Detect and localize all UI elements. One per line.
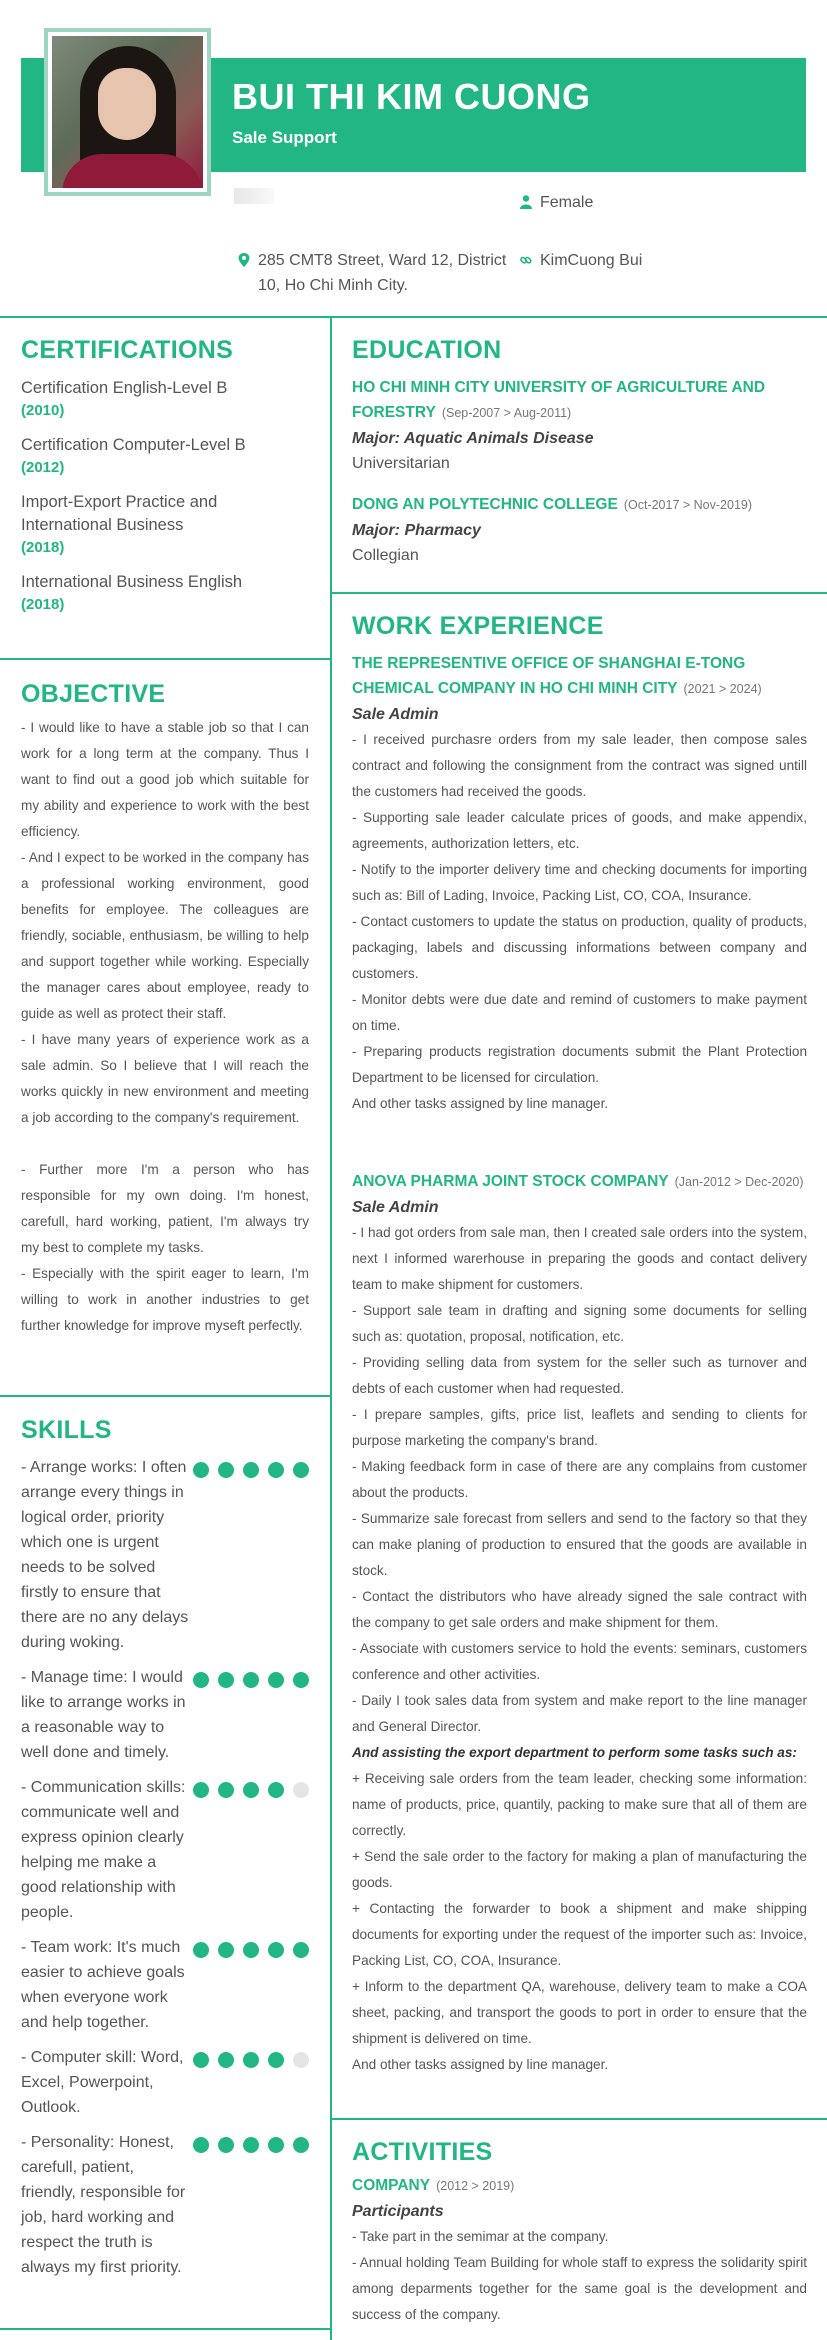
education-date: (Oct-2017 > Nov-2019) — [623, 498, 753, 512]
cert-item: Certification Computer-Level B (2012) — [21, 436, 246, 476]
duty-line: + Send the sale order to the factory for making a plan of manufacturing the goods. — [352, 1849, 807, 1890]
work-section — [352, 612, 807, 2078]
objective-section — [21, 680, 309, 1339]
rating-dot-filled — [193, 2137, 209, 2153]
rating-dot-filled — [243, 2052, 259, 2068]
rating-dot-filled — [268, 2052, 284, 2068]
divider — [0, 2328, 330, 2330]
duty-line: + Receiving sale orders from the team leader, checking some information: name of products, price, quantily, packing to make sure that all of them are correctly. — [352, 1771, 807, 1838]
job-item — [352, 651, 807, 1117]
section-title: EDUCATION — [352, 336, 502, 364]
rating-dot-filled — [243, 1672, 259, 1688]
skill-text: - Arrange works: I often arrange every things in logical order, priority which one is urgent needs to be solved firstly to ensure that there are no any delays during woking. — [21, 1459, 189, 1651]
rating-dot-filled — [293, 1672, 309, 1688]
skill-item — [21, 1935, 309, 2035]
rating-dot-filled — [243, 1782, 259, 1798]
duty-line: - Contact customers to update the status on production, quality of products, packaging, labels and discussing informations between company and customers. — [352, 914, 807, 981]
profile-photo — [44, 28, 211, 196]
skill-text: - Personality: Honest, carefull, patient, friendly, responsible for job, hard working and respect the truth is always my first priority. — [21, 2134, 186, 2276]
duty-line: And other tasks assigned by line manager. — [352, 2057, 609, 2072]
rating-dot-filled — [218, 1782, 234, 1798]
rating-dot-filled — [218, 2052, 234, 2068]
job-date: (2021 > 2024) — [683, 682, 762, 696]
skill-item — [21, 1665, 309, 1765]
job-duties — [352, 727, 807, 1117]
address-text: 285 CMT8 Street, Ward 12, District 10, Ho Chi Minh City. — [258, 252, 507, 294]
rating-dot-filled — [193, 2052, 209, 2068]
skill-item — [21, 2045, 309, 2120]
duty-line: - Associate with customers service to hold the events: seminars, customers conference and other activities. — [352, 1641, 807, 1682]
column-divider — [330, 316, 332, 2340]
rating-dot-filled — [268, 1942, 284, 1958]
duty-line: + Contacting the forwarder to book a shipment and make shipping documents for exporting under the request of the importer such as: Invoice, Packing List, CO, COA, Insurance. — [352, 1901, 807, 1968]
map-pin-icon — [238, 253, 250, 267]
divider — [0, 658, 330, 660]
rating-dot-filled — [293, 1462, 309, 1478]
objective-paragraph: - Further more I'm a person who has responsible for my own doing. I'm honest, carefull, hard working, patient, I'm always try my best to complete my tasks. — [21, 1162, 309, 1255]
school-name: DONG AN POLYTECHNIC COLLEGE — [352, 496, 618, 513]
duty-line: + Inform to the department QA, warehouse, delivery team to make a COA sheet, packing, and transport the goods to port in order to ensure that the shipment is delivered on time. — [352, 1979, 807, 2046]
job-subheading: And assisting the export department to perform some tasks such as: — [352, 1745, 797, 1760]
candidate-role: Sale Support — [232, 128, 337, 147]
duty-line: - Summarize sale forecast from sellers and send to the factory so that they can make planing of production to ensured that the goods are available in stock. — [352, 1511, 807, 1578]
skill-rating — [193, 2130, 309, 2280]
duty-line: - I had got orders from sale man, then I created sale orders into the system, next I informed warerhouse in preparing the goods and contact delivery team to make shipment for customers. — [352, 1225, 807, 1292]
skill-rating — [193, 1775, 309, 1925]
skills-section — [21, 1416, 309, 2280]
section-title: WORK EXPERIENCE — [352, 612, 604, 640]
education-major: Major: Pharmacy — [352, 522, 481, 539]
duty-line: - Daily I took sales data from system and make report to the line manager and General Director. — [352, 1693, 807, 1734]
rating-dot-filled — [193, 1942, 209, 1958]
school-name: HO CHI MINH CITY UNIVERSITY OF AGRICULTURE AND FORESTRY — [352, 379, 766, 421]
section-title: ACTIVITIES — [352, 2138, 493, 2166]
cert-item: International Business English (2018) — [21, 573, 243, 613]
objective-paragraph: - And I expect to be worked in the company has a professional working environment, good benefits for employee. The colleagues are friendly, sociable, enthusiasm, be willing to help and support together while working. Especially the manager cares about employee, ready to guide as well as protect their staff. — [21, 850, 309, 1021]
rating-dot-filled — [293, 1942, 309, 1958]
rating-dot-filled — [268, 1782, 284, 1798]
skill-rating — [193, 1935, 309, 2035]
duty-line: - Providing selling data from system for the seller such as turnover and debts of each customer when had requested. — [352, 1355, 807, 1396]
activity-date: (2012 > 2019) — [436, 2179, 515, 2193]
rating-dot-filled — [293, 2137, 309, 2153]
duty-line: - Supporting sale leader calculate prices of goods, and make appendix, agreements, authorization letters, etc. — [352, 810, 807, 851]
section-title: OBJECTIVE — [21, 680, 166, 708]
duty-line: - Making feedback form in case of there are any complains from customer about the products. — [352, 1459, 807, 1500]
education-date: (Sep-2007 > Aug-2011) — [441, 406, 572, 420]
education-degree: Universitarian — [352, 455, 450, 472]
rating-dot-filled — [268, 2137, 284, 2153]
duty-line: - Monitor debts were due date and remind of customers to make payment on time. — [352, 992, 807, 1033]
objective-paragraph: - I have many years of experience work as a sale admin. So I believe that I will reach the works quickly in new environment and meeting a job according to the company's requirement. — [21, 1032, 309, 1125]
rating-dot-filled — [268, 1672, 284, 1688]
contact-gender — [520, 190, 593, 215]
link-icon — [520, 253, 532, 267]
skill-text: - Manage time: I would like to arrange works in a reasonable way to well done and timely. — [21, 1669, 186, 1761]
duty-line: - Contact the distributors who have already signed the sale contract with the company to get sale orders and make shipment for them. — [352, 1589, 807, 1630]
link-text[interactable]: KimCuong Bui — [540, 252, 643, 269]
job-duties — [352, 1220, 807, 1740]
education-degree: Collegian — [352, 547, 419, 564]
person-icon — [520, 195, 532, 209]
skill-text: - Computer skill: Word, Excel, Powerpoint, Outlook. — [21, 2049, 184, 2116]
skill-item — [21, 1775, 309, 1925]
activity-role: Participants — [352, 2203, 444, 2220]
rating-dot-empty — [293, 1782, 309, 1798]
skill-text: - Communication skills: communicate well and express opinion clearly helping me make a good relationship with people. — [21, 1779, 186, 1921]
job-date: (Jan-2012 > Dec-2020) — [674, 1175, 804, 1189]
certifications-section — [21, 336, 309, 616]
job-item — [352, 1169, 807, 2078]
rating-dot-filled — [193, 1462, 209, 1478]
section-title: SKILLS — [21, 1416, 112, 1444]
gender-text: Female — [540, 194, 594, 211]
company-name: ANOVA PHARMA JOINT STOCK COMPANY — [352, 1173, 669, 1190]
cert-item: Certification English-Level B (2010) — [21, 379, 228, 419]
divider — [330, 2118, 827, 2120]
rating-dot-filled — [243, 2137, 259, 2153]
rating-dot-filled — [243, 1942, 259, 1958]
avatar — [52, 36, 203, 188]
cert-item: Import-Export Practice and International Business (2018) — [21, 493, 218, 556]
duty-line: - I received purchasre orders from my sale leader, then compose sales contract and following the consignment from the contract was signed untill the customers had received the goods. — [352, 732, 807, 799]
section-title: CERTIFICATIONS — [21, 336, 234, 364]
skill-item — [21, 1455, 309, 1655]
skill-rating — [193, 1455, 309, 1655]
skill-item — [21, 2130, 309, 2280]
duty-line: - I prepare samples, gifts, price list, leaflets and sending to clients for purpose marketing the company's brand. — [352, 1407, 807, 1448]
skill-rating — [193, 1665, 309, 1765]
candidate-name: BUI THI KIM CUONG — [232, 76, 591, 117]
rating-dot-filled — [218, 2137, 234, 2153]
rating-dot-filled — [218, 1672, 234, 1688]
skill-text: - Team work: It's much easier to achieve goals when everyone work and help together. — [21, 1939, 185, 2031]
rating-dot-filled — [193, 1672, 209, 1688]
objective-paragraph: - Especially with the spirit eager to learn, I'm willing to work in another industries to get further knowledge for improve myseft perfectly. — [21, 1266, 309, 1333]
rating-dot-filled — [218, 1942, 234, 1958]
education-major: Major: Aquatic Animals Disease — [352, 430, 594, 447]
education-item — [352, 375, 807, 476]
rating-dot-empty — [293, 2052, 309, 2068]
activity-item — [352, 2173, 807, 2328]
duty-line: And other tasks assigned by line manager. — [352, 1096, 609, 1111]
activity-line: - Annual holding Team Building for whole staff to express the solidarity spirit among deparments together for the same goal is the development and success of the company. — [352, 2255, 807, 2322]
duty-line: - Notify to the importer delivery time and checking documents for importing such as: Bill of Lading, Invoice, Packing List, CO, COA, Insurance. — [352, 862, 807, 903]
objective-paragraph: - I would like to have a stable job so that I can work for a long term at the company. Thus I want to find out a good job which suitable for my ability and experience to work with the best efficiency. — [21, 720, 309, 839]
rating-dot-filled — [218, 1462, 234, 1478]
contact-link[interactable] — [520, 248, 642, 273]
duty-line: - Support sale team in drafting and signing some documents for selling such as: quotation, proposal, notification, etc. — [352, 1303, 807, 1344]
job-position: Sale Admin — [352, 1199, 439, 1216]
skills-list — [21, 1455, 309, 2280]
education-section — [352, 336, 807, 568]
activity-line: - Take part in the semimar at the company. — [352, 2229, 609, 2244]
job-position: Sale Admin — [352, 706, 439, 723]
blurred-contact — [234, 188, 274, 204]
company-name: THE REPRESENTIVE OFFICE OF SHANGHAI E-TONG CHEMICAL COMPANY IN HO CHI MINH CITY — [352, 655, 746, 697]
contact-address — [238, 248, 508, 298]
rating-dot-filled — [193, 1782, 209, 1798]
divider — [0, 1395, 330, 1397]
divider — [0, 316, 827, 318]
job-duties — [352, 1766, 807, 2078]
skill-rating — [193, 2045, 309, 2120]
divider — [330, 592, 827, 594]
activity-org: COMPANY — [352, 2177, 431, 2194]
duty-line: - Preparing products registration documents submit the Plant Protection Department to be licensed for circulation. — [352, 1044, 807, 1085]
rating-dot-filled — [268, 1462, 284, 1478]
activities-section — [352, 2138, 807, 2328]
education-item — [352, 492, 807, 568]
rating-dot-filled — [243, 1462, 259, 1478]
